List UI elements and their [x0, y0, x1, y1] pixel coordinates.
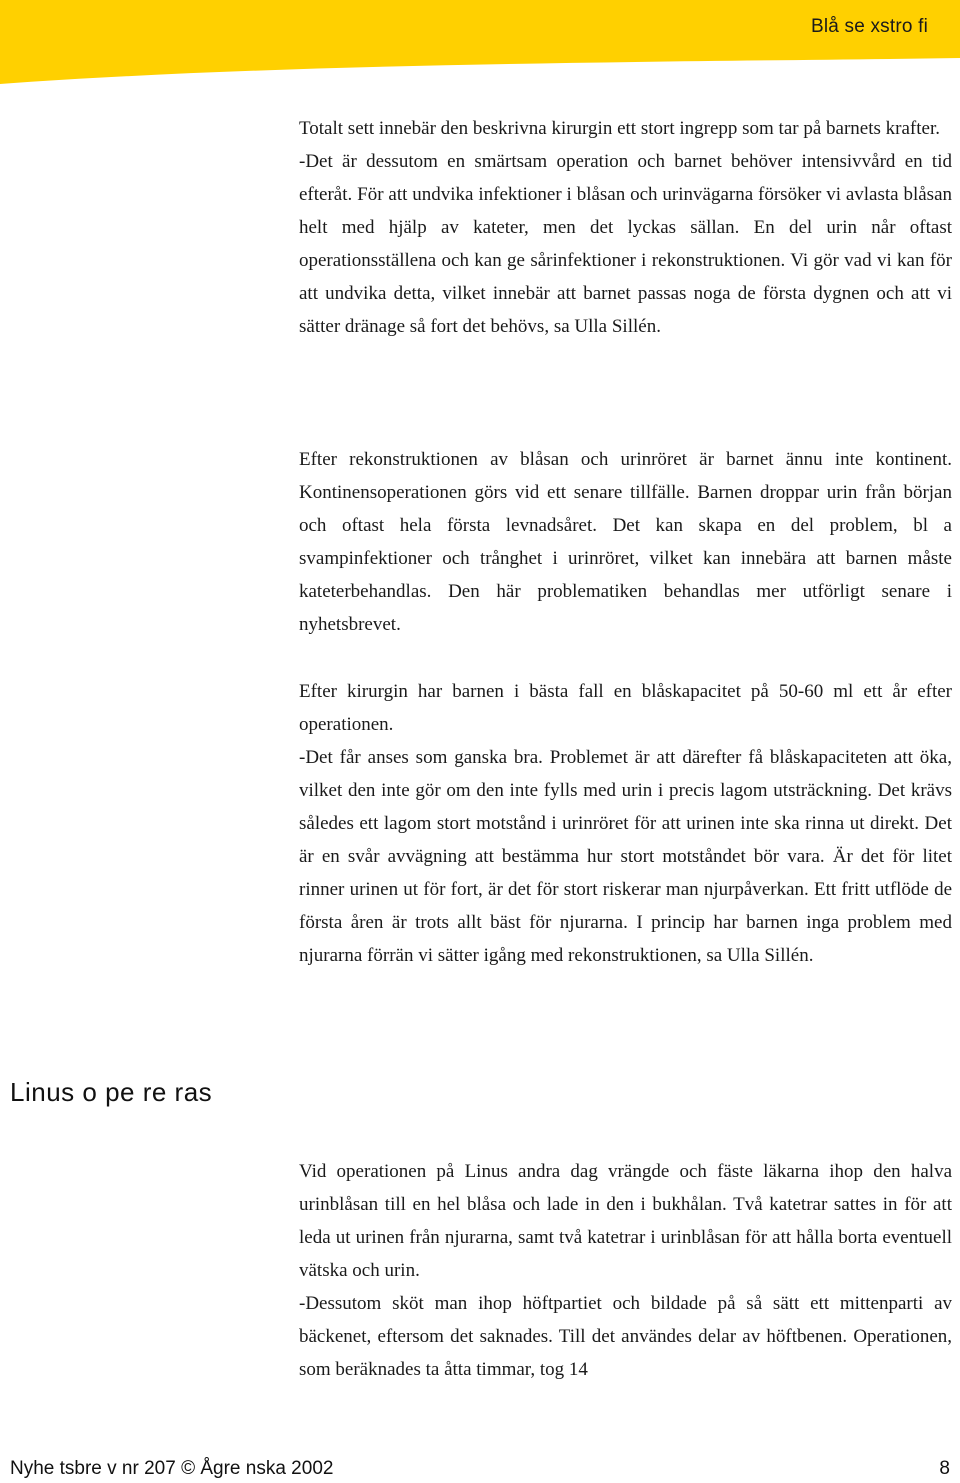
paragraph: -Det är dessutom en smärtsam operation och barnet behöver intensivvård en tid efteråt. För att undvika infektioner i blåsan och urinvägarna försöker vi avlasta blåsan helt med hjälp av kateter, men det lyckas sällan. En del urin når oftast operationsställena och kan ge sårinfektioner i rekonstruktionen. Vi gör vad vi kan för att undvika detta, vilket innebär att barnet passas noga de första dygnen och att vi sätter dränage så fort det behövs, sa Ulla Sillén.: [299, 151, 952, 337]
section-heading: Linus o pe re ras: [10, 1077, 213, 1107]
paragraph: Efter rekonstruktionen av blåsan och urinröret är barnet ännu inte kontinent. Kontinensoperationen görs vid ett senare tillfälle. Barnen droppar urin från början och oftast hela första levnadsåret. Det kan skapa en del problem, bl a svampinfektioner och trånghet i urinröret, vilket kan innebära att barnen måste kateterbehandlas. Den här problematiken behandlas mer utförligt senare i nyhetsbrevet.: [299, 449, 952, 635]
article-block-4: [299, 1155, 952, 1386]
header-title: Blå se xstro fi: [810, 16, 928, 37]
paragraph: Efter kirurgin har barnen i bästa fall en blåskapacitet på 50-60 ml ett år efter operationen.: [299, 681, 952, 735]
article-block-1: [299, 112, 952, 343]
paragraph: Vid operationen på Linus andra dag vrängde och fäste läkarna ihop den halva urinblåsan till en hel blåsa och lade in den i bukhålan. Två katetrar sattes in för att leda ut urinen från njurarna, samt två katetrar i urinblåsan för att hålla borta eventuell vätska och urin.: [299, 1161, 952, 1281]
paragraph: -Det får anses som ganska bra. Problemet är att därefter få blåskapaciteten att öka, vilket den inte gör om den inte fylls med urin i precis lagom utsträckning. Det krävs således ett lagom stort motstånd i urinröret för att urinen inte ska rinna ut direkt. Det är en svår avvägning att bestämma hur stort motståndet bör vara. Är det för litet rinner urinen ut för fort, är det för stort riskerar man njurpåverkan. Ett fritt utflöde de första åren är trots allt bäst för njurarna. I princip har barnen inga problem med njurarna förrän vi sätter igång med rekonstruktionen, sa Ulla Sillén.: [299, 747, 952, 966]
page-number: 8: [939, 1458, 950, 1479]
footer-newsletter-info: Nyhe tsbre v nr 207 © Ågre nska 2002: [10, 1458, 334, 1479]
paragraph: Totalt sett innebär den beskrivna kirurgin ett stort ingrepp som tar på barnets krafter.: [299, 118, 940, 139]
yellow-banner-shape: [0, 0, 960, 84]
article-block-3: [299, 675, 952, 972]
paragraph: -Dessutom sköt man ihop höftpartiet och bildade på så sätt ett mittenparti av bäckenet, eftersom det saknades. Till det användes delar av höftbenen. Operationen, som beräknades ta åtta timmar, tog 14: [299, 1293, 952, 1380]
article-block-2: [299, 443, 952, 641]
header-banner: [0, 0, 960, 84]
